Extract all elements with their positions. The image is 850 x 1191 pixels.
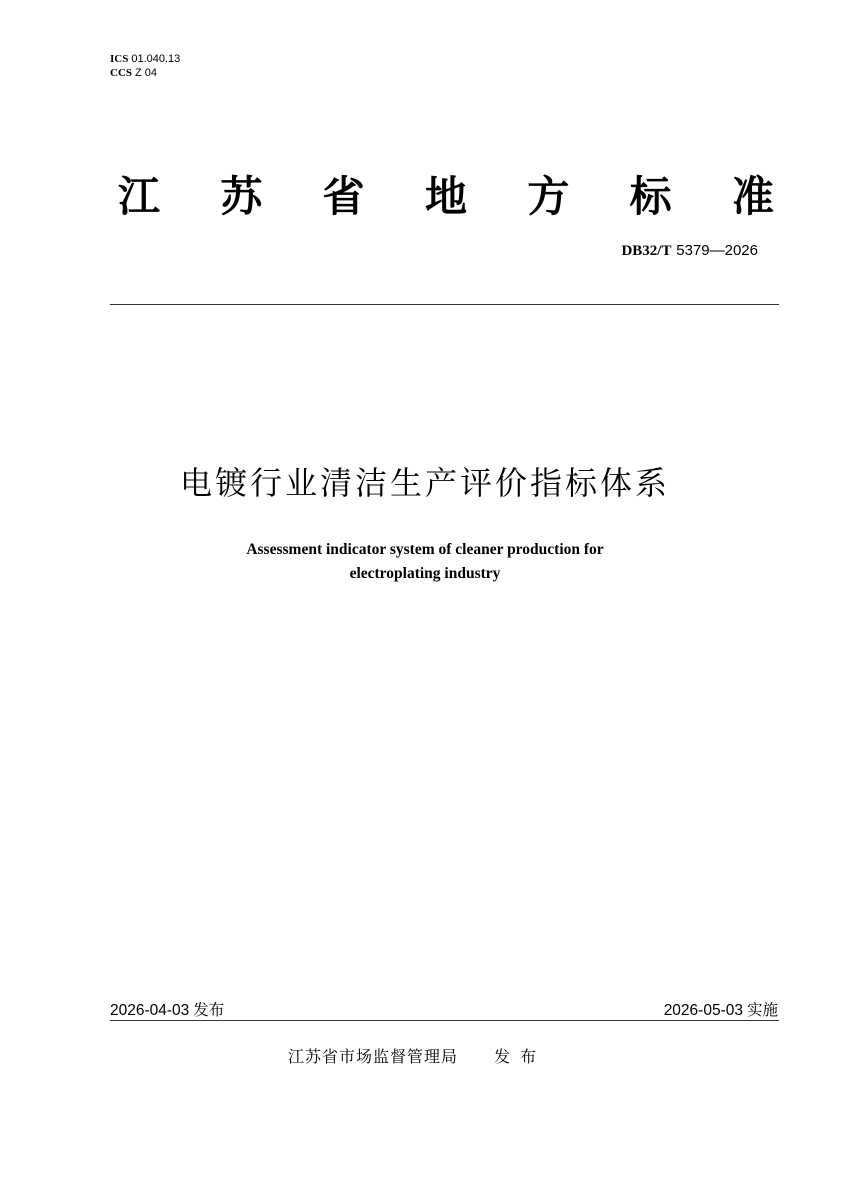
standard-type-heading: [118, 166, 774, 222]
standard-type-char: 省: [322, 172, 365, 221]
publisher-name: 江苏省市场监督管理局: [288, 1047, 459, 1066]
ccs-code: [110, 66, 180, 80]
issue-date-value: 2026-04-03: [110, 1002, 190, 1019]
ics-code: [110, 52, 180, 66]
classification-codes: [110, 52, 180, 80]
title-english-line2: electroplating industry: [349, 565, 501, 582]
title-english: [0, 538, 850, 586]
standard-type-char: 准: [731, 172, 774, 221]
standard-type-char: 苏: [220, 172, 263, 221]
standard-number-value: 5379—2026: [676, 242, 758, 259]
publisher-action: 发布: [494, 1047, 547, 1066]
ccs-key: CCS: [110, 67, 133, 79]
ccs-value: Z 04: [135, 67, 158, 79]
implementation-date-value: 2026-05-03: [663, 1002, 743, 1019]
issue-date-label: 发布: [193, 1001, 225, 1019]
title-english-line1: Assessment indicator system of cleaner production for: [246, 541, 604, 558]
title-chinese: 电镀行业清洁生产评价指标体系: [179, 464, 670, 502]
ics-key: ICS: [110, 53, 129, 65]
standard-number: [621, 241, 758, 260]
standard-type-char: 江: [118, 172, 161, 221]
implementation-date-label: 实施: [746, 1001, 778, 1019]
ics-value: 01.040.13: [131, 53, 181, 65]
publisher: [288, 1044, 546, 1067]
bottom-divider: [110, 1020, 779, 1021]
standard-type-char: 地: [424, 172, 467, 221]
top-divider: [110, 304, 779, 305]
implementation-date: [664, 998, 778, 1020]
issue-date: [110, 998, 224, 1020]
standard-type-char: 标: [629, 172, 672, 221]
standard-number-prefix: DB32/T: [621, 243, 672, 259]
standard-type-char: 方: [527, 172, 570, 221]
